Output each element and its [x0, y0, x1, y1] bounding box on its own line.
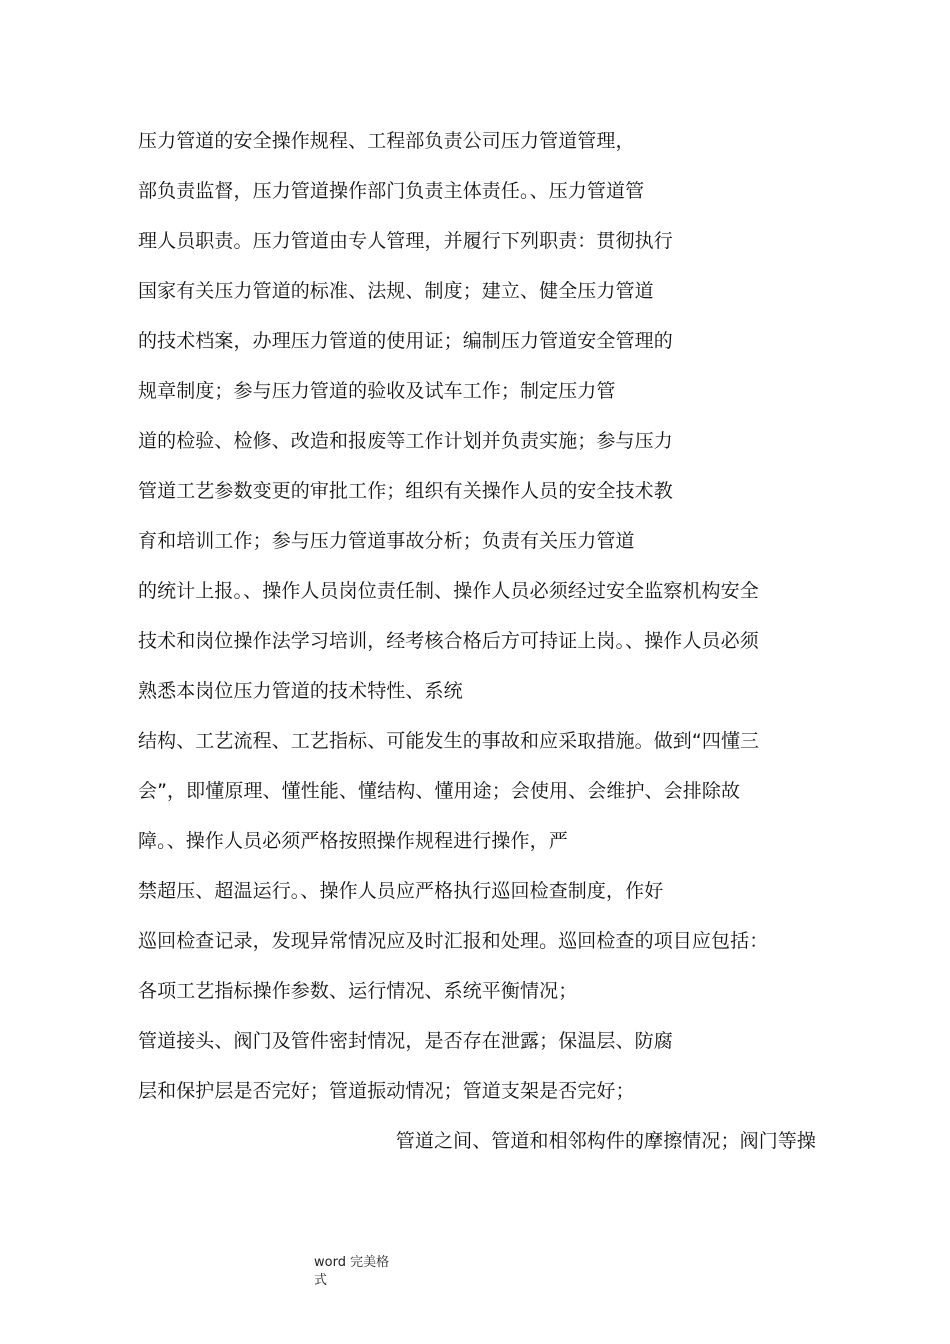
text-line: 国家有关压力管道的标准、法规、制度；建立、健全压力管道: [138, 280, 654, 302]
text-line: 理人员职责。压力管道由专人管理，并履行下列职责：贯彻执行: [138, 230, 673, 252]
text-line: 层和保护层是否完好；管道振动情况；管道支架是否完好；: [138, 1080, 635, 1102]
text-line: 道的检验、检修、改造和报废等工作计划并负责实施；参与压力: [138, 430, 673, 452]
document-body: [138, 124, 828, 1174]
text-line: 管道之间、管道和相邻构件的摩擦情况；阀门等操: [395, 1130, 816, 1152]
footer-line: 式: [314, 1273, 328, 1288]
text-line: 各项工艺指标操作参数、运行情况、系统平衡情况；: [138, 980, 578, 1002]
text-line: 管道工艺参数变更的审批工作；组织有关操作人员的安全技术教: [138, 480, 673, 502]
text-line: 的统计上报。、操作人员岗位责任制、操作人员必须经过安全监察机构安全: [138, 580, 759, 602]
text-line: 结构、工艺流程、工艺指标、可能发生的事故和应采取措施。做到“四懂三: [138, 730, 760, 752]
text-line: 禁超压、超温运行。、操作人员应严格执行巡回检查制度，作好: [138, 880, 664, 902]
text-line: 巡回检查记录，发现异常情况应及时汇报和处理。巡回检查的项目应包括：: [138, 930, 769, 952]
text-line: 压力管道的安全操作规程、工程部负责公司压力管道管理，: [138, 130, 635, 152]
text-line: 规章制度；参与压力管道的验收及试车工作；制定压力管: [138, 380, 616, 402]
text-line: 育和培训工作；参与压力管道事故分析；负责有关压力管道: [138, 530, 635, 552]
text-line: 部负责监督，压力管道操作部门负责主体责任。、压力管道管: [138, 180, 645, 202]
page-footer: [314, 1254, 404, 1290]
text-line: 熟悉本岗位压力管道的技术特性、系统: [138, 680, 463, 702]
text-line: 会”，即懂原理、懂性能、懂结构、懂用途；会使用、会维护、会排除故: [138, 780, 741, 802]
text-line: 的技术档案，办理压力管道的使用证；编制压力管道安全管理的: [138, 330, 673, 352]
text-line: 管道接头、阀门及管件密封情况，是否存在泄露；保温层、防腐: [138, 1030, 673, 1052]
text-line: 障。、操作人员必须严格按照操作规程进行操作，严: [138, 830, 568, 852]
text-line: 技术和岗位操作法学习培训，经考核合格后方可持证上岗。、操作人员必须: [138, 630, 759, 652]
footer-line: word 完美格: [314, 1255, 390, 1270]
